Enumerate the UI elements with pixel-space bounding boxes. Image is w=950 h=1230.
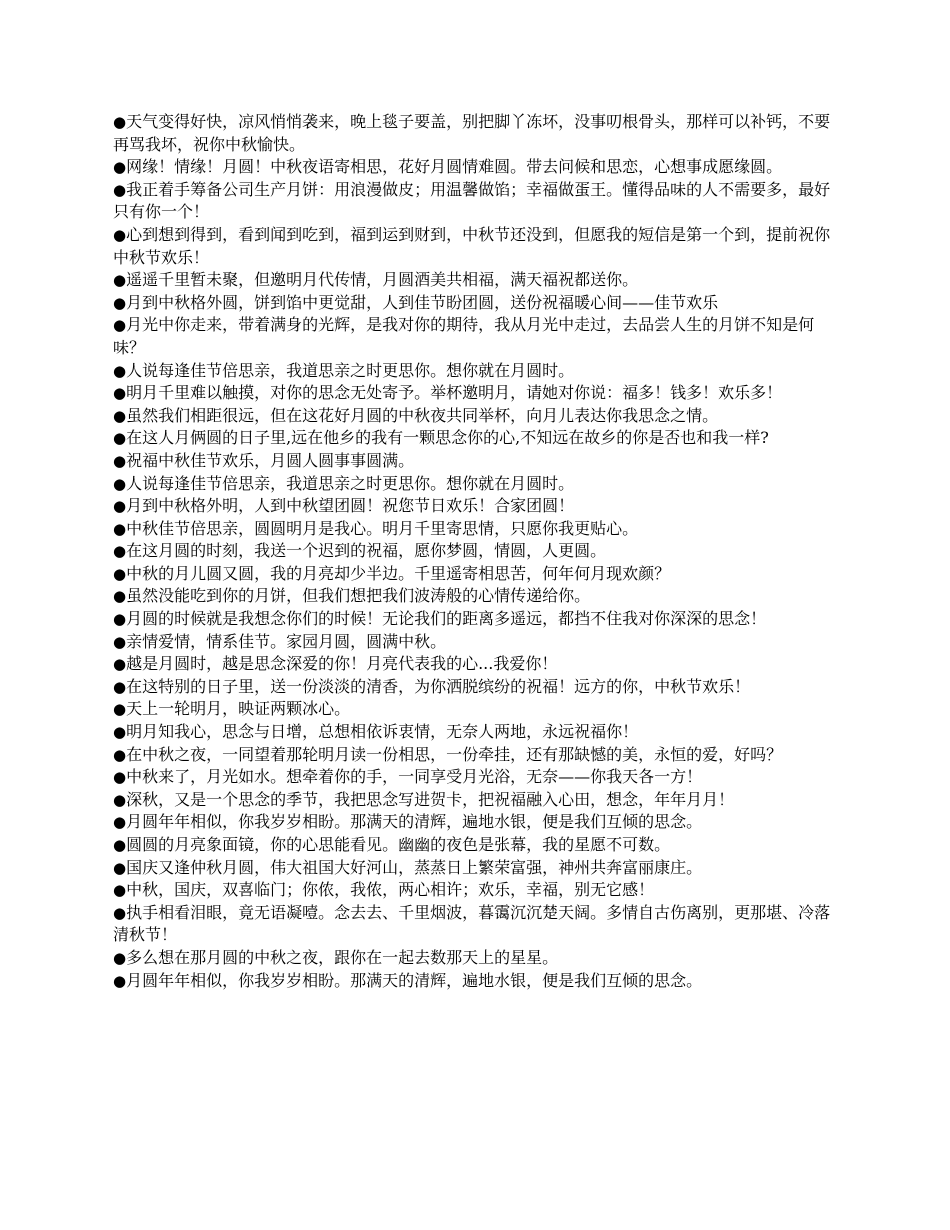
bullet-icon: ● — [113, 316, 127, 335]
entry-text: 月光中你走来，带着满身的光辉，是我对你的期待，我从月光中走过，去品尝人生的月饼不知是何味？ — [113, 315, 815, 357]
entry-text: 心到想到得到，看到闻到吃到，福到运到财到，中秋节还没到，但愿我的短信是第一个到，提前祝你中秋节欢乐！ — [113, 224, 831, 267]
greeting-entry — [113, 902, 840, 947]
greeting-entry — [113, 698, 840, 721]
greeting-entry — [113, 970, 840, 993]
entry-text: 明月知我心，思念与日增，总想相依诉衷情，无奈人两地，永远祝福你！ — [126, 722, 639, 742]
bullet-icon: ● — [113, 836, 127, 854]
greeting-entry — [113, 518, 840, 541]
bullet-icon: ● — [113, 723, 127, 742]
greeting-entry — [113, 879, 840, 902]
greeting-entry — [113, 495, 840, 518]
bullet-icon: ● — [113, 768, 127, 787]
greeting-entry — [113, 721, 840, 744]
entry-text: 在中秋之夜，一同望着那轮明月读一份相思，一份牵挂，还有那缺憾的美，永恒的爱，好吗？ — [126, 744, 783, 764]
entry-text: 虽然没能吃到你的月饼，但我们想把我们波涛般的心情传递给你。 — [126, 586, 591, 606]
bullet-icon: ● — [113, 180, 127, 199]
entry-text: 圆圆的月亮象面镜，你的心思能看见。幽幽的夜色是张幕，我的星愿不可数。 — [126, 835, 671, 854]
greeting-entry — [113, 450, 840, 473]
greeting-entry — [113, 269, 840, 292]
entry-text: 执手相看泪眼，竟无语凝噎。念去去、千里烟波，暮霭沉沉楚天阔。多情自古伤离别，更那堪、冷落清秋节！ — [113, 902, 831, 945]
greeting-entry — [113, 857, 840, 880]
entry-text: 在这人月俩圆的日子里,远在他乡的我有一颗思念你的心,不知远在故乡的你是否也和我一样? — [126, 428, 769, 448]
entry-text: 人说每逢佳节倍思亲，我道思亲之时更思你。想你就在月圆时。 — [126, 360, 575, 380]
greeting-entry — [113, 608, 840, 631]
bullet-icon: ● — [113, 903, 127, 922]
bullet-icon: ● — [113, 813, 127, 832]
greeting-entry — [113, 224, 840, 269]
entry-text: 天气变得好快，凉风悄悄袭来，晚上毯子要盖，别把脚丫冻坏，没事叨根骨头，那样可以补钙，不要再骂我坏，祝你中秋愉快。 — [113, 112, 831, 154]
bullet-icon: ● — [113, 610, 127, 629]
entry-text: 在这月圆的时刻，我送一个迟到的祝福，愿你梦圆，情圆，人更圆。 — [126, 541, 607, 561]
bullet-icon: ● — [113, 790, 127, 809]
bullet-icon: ● — [113, 881, 127, 900]
entry-text: 月到中秋格外明，人到中秋望团圆！祝您节日欢乐！合家团圆！ — [126, 496, 575, 516]
bullet-icon: ● — [113, 700, 127, 719]
bullet-icon: ● — [113, 158, 127, 177]
entry-text: 在这特别的日子里，送一份淡淡的清香，为你洒脱缤纷的祝福！远方的你，中秋节欢乐！ — [126, 676, 751, 696]
entry-text: 人说每逢佳节倍思亲，我道思亲之时更思你。想你就在月圆时。 — [126, 473, 575, 493]
greeting-entry — [113, 473, 840, 496]
greeting-entry — [113, 314, 840, 359]
bullet-icon: ● — [113, 655, 127, 674]
entry-text: 中秋，国庆，双喜临门；你侬，我侬，两心相许；欢乐，幸福，别无它感！ — [126, 880, 655, 900]
bullet-icon: ● — [113, 587, 127, 606]
greeting-entry — [113, 834, 840, 857]
bullet-icon: ● — [113, 858, 127, 877]
entry-text: 虽然我们相距很远，但在这花好月圆的中秋夜共同举杯，向月儿表达你我思念之情。 — [126, 405, 719, 425]
bullet-icon: ● — [113, 632, 127, 651]
bullet-icon: ● — [113, 948, 127, 967]
greeting-entry — [113, 766, 840, 789]
bullet-icon: ● — [113, 745, 127, 764]
bullet-icon: ● — [113, 113, 127, 131]
greeting-entry — [113, 292, 840, 315]
entry-text: 多么想在那月圆的中秋之夜，跟你在一起去数那天上的星星。 — [126, 947, 559, 967]
greeting-entry — [113, 585, 840, 608]
bullet-icon: ● — [113, 564, 127, 583]
bullet-icon: ● — [113, 971, 127, 990]
entry-text: 月到中秋格外圆，饼到馅中更觉甜，人到佳节盼团圆，送份祝福暖心间——佳节欢乐 — [126, 292, 719, 312]
greeting-entry — [113, 563, 840, 586]
entry-text: 网缘！情缘！月圆！中秋夜语寄相思，花好月圆情难圆。带去问候和思恋，心想事成愿缘圆。 — [126, 157, 783, 177]
bullet-icon: ● — [113, 542, 127, 561]
entry-text: 祝福中秋佳节欢乐，月圆人圆事事圆满。 — [126, 450, 415, 470]
bullet-icon: ● — [113, 271, 127, 290]
bullet-icon: ● — [113, 677, 127, 696]
entry-text: 亲情爱情，情系佳节。家园月圆，圆满中秋。 — [126, 631, 447, 651]
entry-text: 深秋，又是一个思念的季节，我把思念写进贺卡，把祝福融入心田，想念，年年月月！ — [126, 789, 735, 809]
entry-text: 明月千里难以触摸，对你的思念无处寄予。举杯邀明月，请她对你说：福多！钱多！欢乐多！ — [126, 383, 783, 403]
bullet-icon: ● — [113, 293, 127, 312]
entry-text: 越是月圆时，越是思念深爱的你！月亮代表我的心...我爱你！ — [126, 654, 558, 674]
greeting-entry — [113, 744, 840, 767]
bullet-icon: ● — [113, 429, 127, 448]
entry-text: 中秋的月儿圆又圆，我的月亮却少半边。千里遥寄相思苦，何年何月现欢颜？ — [126, 563, 671, 583]
entry-text: 天上一轮明月，映证两颗冰心。 — [126, 699, 351, 719]
entry-text: 我正着手筹备公司生产月饼：用浪漫做皮；用温馨做馅；幸福做蛋王。懂得品味的人不需要多，最好只有你一个！ — [113, 179, 831, 222]
greeting-entry — [113, 382, 840, 405]
entry-text: 国庆又逢仲秋月圆，伟大祖国大好河山，蒸蒸日上繁荣富强，神州共奔富丽康庄。 — [126, 857, 703, 877]
greeting-entry — [113, 676, 840, 699]
bullet-icon: ● — [113, 225, 127, 244]
entry-text: 月圆年年相似，你我岁岁相盼。那满天的清辉，遍地水银，便是我们互倾的思念。 — [126, 812, 703, 832]
greeting-entry — [113, 811, 840, 834]
bullet-icon: ● — [113, 451, 127, 470]
greeting-entry — [113, 156, 840, 179]
bullet-icon: ● — [113, 519, 127, 538]
greeting-entry — [113, 405, 840, 428]
greeting-entry — [113, 179, 840, 224]
greeting-entry — [113, 653, 840, 676]
entry-text: 月圆的时候就是我想念你们的时候！无论我们的距离多遥远，都挡不住我对你深深的思念！ — [126, 609, 767, 629]
greeting-entry — [113, 631, 840, 654]
greeting-entry — [113, 360, 840, 383]
entry-text: 遥遥千里暂未聚，但邀明月代传情，月圆酒美共相福，满天福祝都送你。 — [126, 270, 639, 290]
greeting-entry — [113, 947, 840, 970]
greeting-list — [113, 111, 840, 992]
greeting-entry — [113, 789, 840, 812]
greeting-entry — [113, 427, 840, 450]
entry-text: 月圆年年相似，你我岁岁相盼。那满天的清辉，遍地水银，便是我们互倾的思念。 — [126, 970, 703, 990]
bullet-icon: ● — [113, 384, 127, 403]
greeting-entry — [113, 111, 840, 156]
bullet-icon: ● — [113, 497, 127, 516]
bullet-icon: ● — [113, 406, 127, 425]
entry-text: 中秋佳节倍思亲，圆圆明月是我心。明月千里寄思情，只愿你我更贴心。 — [126, 518, 639, 538]
entry-text: 中秋来了，月光如水。想牵着你的手，一同享受月光浴，无奈——你我天各一方！ — [126, 767, 703, 787]
bullet-icon: ● — [113, 361, 127, 380]
bullet-icon: ● — [113, 474, 127, 493]
greeting-entry — [113, 540, 840, 563]
